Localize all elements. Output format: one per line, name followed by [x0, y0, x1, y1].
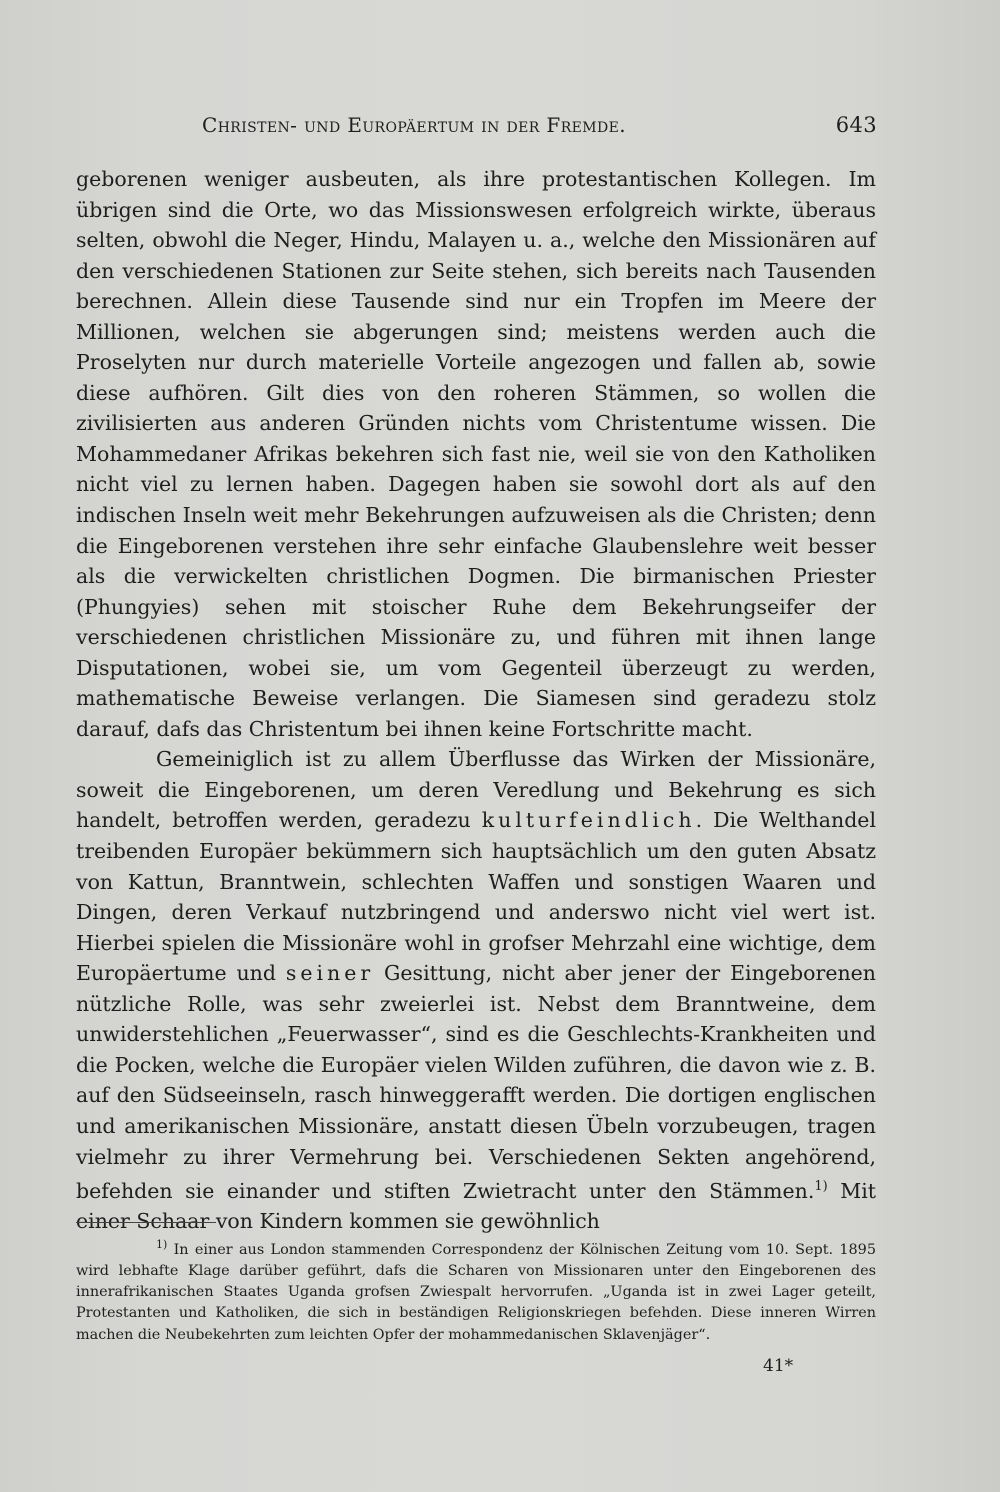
paragraph: geborenen weniger ausbeuten, als ihre protestantischen Kollegen. Im übrigen sind die Orte, wo das Missionswesen erfolgreich wirkte, überaus selten, obwohl die Neger, Hindu, Malayen u. a., welche den Missionären auf den verschiedenen Stationen zur Seite stehen, sich bereits nach Tausenden berechnen. Allein diese Tausende sind nur ein Tropfen im Meere der Millionen, welchen sie abgerungen sind; meistens werden auch die Proselyten nur durch materielle Vorteile angezogen und fallen ab, sowie diese aufhören. Gilt dies von den roheren Stämmen, so wollen die zivilisierten aus anderen Gründen nichts vom Christentume wissen. Die Mohammedaner Afrikas bekehren sich fast nie, weil sie von den Katholiken nicht viel zu lernen haben. Dagegen haben sie sowohl dort als auf den indischen Inseln weit mehr Bekehrungen aufzuweisen als die Christen; denn die Eingeborenen verstehen ihre sehr einfache Glaubenslehre weit besser als die verwickelten christlichen Dogmen. Die birmanischen Priester (Phungyies) sehen mit stoischer Ruhe dem Bekehrungseifer der verschiedenen christlichen Missionäre zu, und führen mit ihnen lange Disputationen, wobei sie, um vom Gegenteil überzeugt zu werden, mathematische Beweise verlangen. Die Siamesen sind geradezu stolz darauf, dafs das Christentum bei ihnen keine Fortschritte macht.	[76, 167, 876, 741]
page-number: 643	[835, 113, 877, 137]
signature-mark: 41*	[763, 1356, 794, 1376]
footnote-marker	[76, 1234, 167, 1261]
emphasized-spaced-text: seiner	[285, 961, 375, 986]
running-header	[202, 113, 877, 143]
footnote-marker-label: 1)	[156, 1238, 168, 1251]
running-title: Christen- und Europäertum in der Fremde.	[202, 113, 626, 137]
main-text	[76, 164, 876, 1237]
text-run: . Die Welthandel treibenden Europäer bekümmern sich hauptsächlich um den guten Absatz von Kattun, Branntwein, schlechten Waffen und sonstigen Waaren und Dingen, deren Verkauf nutzbringend und anderswo nicht viel wert ist. Hierbei spielen die Missionäre wohl in grofser Mehrzahl eine wichtige, dem Europäertume und	[76, 808, 876, 986]
footnote-divider	[76, 1222, 216, 1223]
text-run: Gemeiniglich ist zu allem Überflusse das Wirken der Missionäre, soweit die Eingeborenen, um deren Veredlung und Bekehrung es sich handelt, betroffen werden, geradezu	[76, 747, 876, 833]
footnote-text: In einer aus London stammenden Correspondenz der Kölnischen Zeitung vom 10. Sept. 1895 wird lebhafte Klage darüber geführt, dafs die Scharen von Missionaren unter den Eingeborenen des innerafrikanischen Staates Uganda grofsen Zwiespalt hervorrufen. „Uganda ist in zwei Lager geteilt, Protestanten und Katholiken, die sich in beständigen Religionskriegen befehden. Diese inneren Wirren machen die Neubekehrten zum leichten Opfer der mohammedanischen Sklavenjäger“.	[76, 1241, 876, 1343]
footnote-reference[interactable]: 1)	[814, 1179, 828, 1195]
footnote	[76, 1234, 876, 1346]
emphasized-spaced-text: kulturfeindlich	[481, 808, 696, 833]
text-run: Gesittung, nicht aber jener der Eingeborenen nützliche Rolle, was sehr zweierlei ist. Nebst dem Branntweine, dem unwiderstehlichen „Feuerwasser“, sind es die Geschlechts-Krankheiten und die Pocken, welche die Europäer vielen Wilden zuführen, die davon wie z. B. auf den Südseeinseln, rasch hinweggerafft werden. Die dortigen englischen und amerikanischen Missionäre, anstatt diesen Übeln vorzubeugen, tragen vielmehr zu ihrer Vermehrung bei. Verschiedenen Sekten angehörend, befehden sie einander und stiften Zwietracht unter den Stämmen.	[76, 961, 876, 1203]
text-run: Mit einer Schaar von Kindern kommen sie gewöhnlich	[76, 1178, 876, 1234]
paragraph	[76, 744, 876, 1237]
